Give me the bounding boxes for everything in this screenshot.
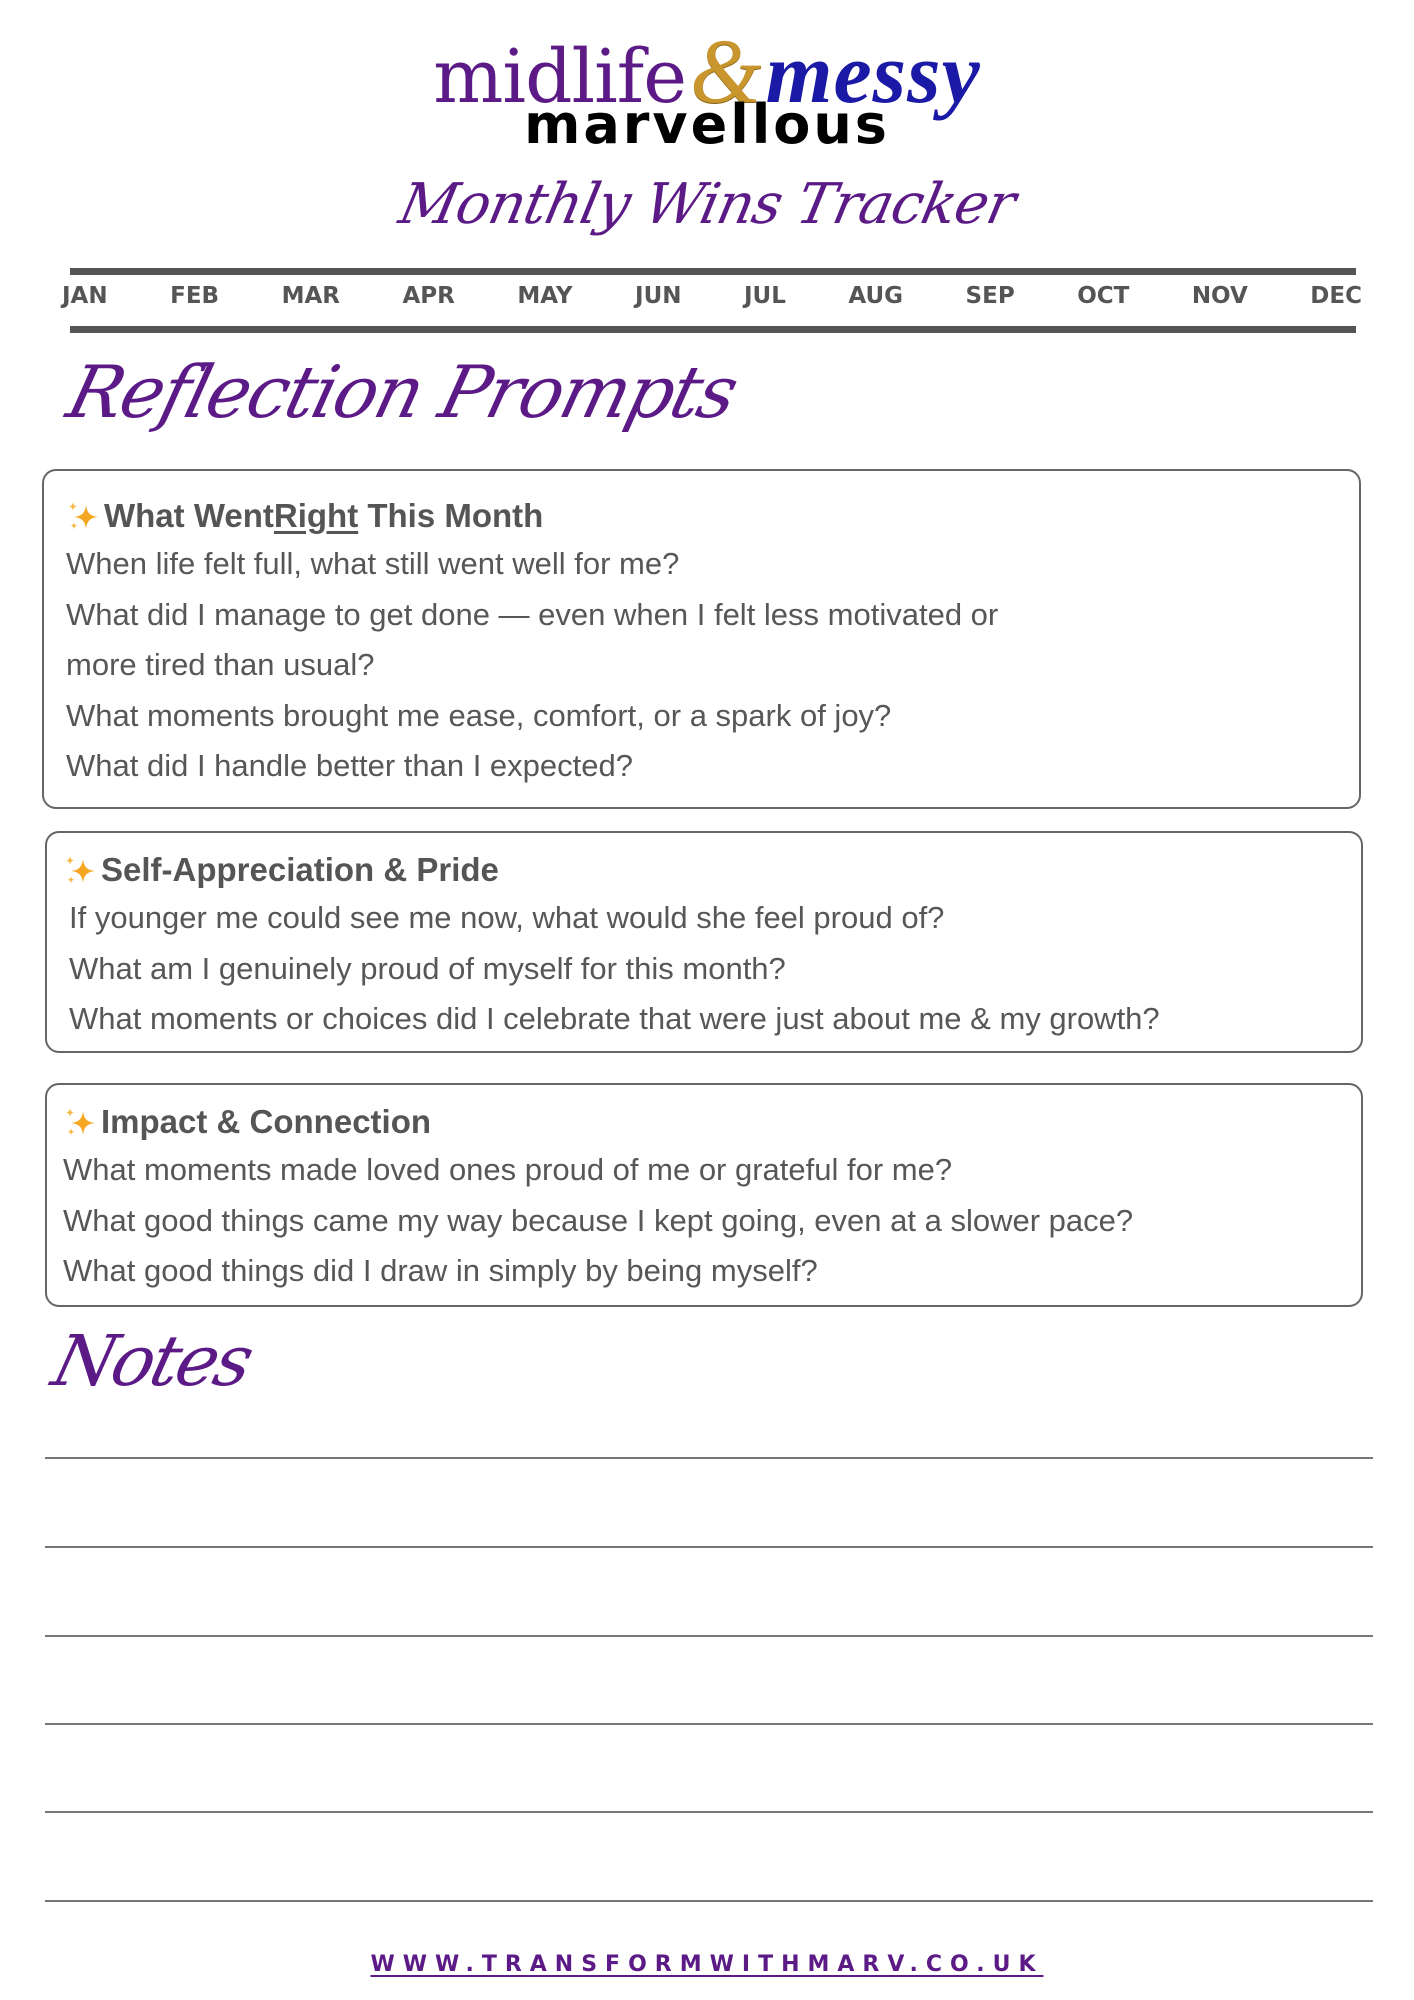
month-oct[interactable]: OCT [1077, 283, 1130, 309]
sparkles-icon [66, 499, 100, 533]
notes-writing-line[interactable] [45, 1900, 1373, 1902]
website-link[interactable]: WWW.TRANSFORMWITHMARV.CO.UK [370, 1952, 1044, 1977]
prompt-box-self-appreciation [45, 831, 1363, 1053]
section-title [63, 847, 1361, 893]
notes-writing-line[interactable] [45, 1635, 1373, 1637]
month-may[interactable]: MAY [517, 283, 573, 309]
month-jun[interactable]: JUN [635, 283, 682, 309]
prompt-item: When life felt full, what still went well for me? [66, 546, 680, 581]
notes-writing-line[interactable] [45, 1546, 1373, 1548]
logo-ampersand: & [690, 20, 762, 122]
logo-word-midlife: midlife [433, 34, 686, 120]
notes-writing-line[interactable] [45, 1723, 1373, 1725]
prompt-box-what-went-right [42, 469, 1361, 809]
prompt-item: What am I genuinely proud of myself for this month? [69, 950, 786, 986]
notes-writing-line[interactable] [45, 1457, 1373, 1459]
prompt-item: What moments or choices did I celebrate that were just about me & my growth? [69, 1001, 1160, 1036]
month-bar-bottom-rule [70, 326, 1356, 333]
month-sep[interactable]: SEP [965, 283, 1015, 309]
prompt-item: What did I handle better than I expected? [66, 748, 633, 783]
prompt-item: What good things did I draw in simply by being myself? [63, 1253, 818, 1288]
reflection-prompts-heading: Reflection Prompts [59, 350, 745, 434]
notes-heading: Notes [44, 1320, 260, 1402]
section-title-text: This Month [358, 497, 544, 534]
month-aug[interactable]: AUG [848, 283, 904, 309]
prompt-item: What moments brought me ease, comfort, or a spark of joy? [66, 697, 892, 733]
section-title-text: What Went [104, 497, 274, 534]
month-bar-top-rule [70, 268, 1356, 275]
logo-word-messy: messy [765, 25, 981, 121]
section-title-text: Self-Appreciation & Pride [101, 851, 499, 888]
month-jan[interactable]: JAN [62, 283, 108, 309]
prompt-item: If younger me could see me now, what would she feel proud of? [69, 900, 945, 935]
prompt-item: What moments made loved ones proud of me or grateful for me? [63, 1152, 953, 1187]
month-apr[interactable]: APR [402, 283, 455, 309]
month-mar[interactable]: MAR [281, 283, 340, 309]
month-feb[interactable]: FEB [170, 283, 220, 309]
month-selector [62, 283, 1362, 309]
month-nov[interactable]: NOV [1191, 283, 1248, 309]
section-title [63, 1099, 1361, 1145]
sparkles-icon [63, 853, 97, 887]
month-jul[interactable]: JUL [744, 283, 786, 309]
footer [0, 1952, 1414, 1977]
prompt-box-impact-connection [45, 1083, 1363, 1307]
logo-word-marvellous: marvellous [524, 93, 890, 156]
prompt-item: What good things came my way because I kept going, even at a slower pace? [63, 1202, 1134, 1238]
prompt-item: What did I manage to get done — even when I felt less motivated or [66, 596, 999, 632]
notes-writing-line[interactable] [45, 1811, 1373, 1813]
prompt-item: more tired than usual? [66, 647, 375, 682]
section-title [66, 493, 1359, 539]
section-title-underlined: Right [273, 497, 359, 534]
section-title-text: Impact & Connection [101, 1103, 432, 1140]
month-dec[interactable]: DEC [1310, 283, 1362, 309]
page-title: Monthly Wins Tracker [393, 172, 1021, 237]
sparkles-icon [63, 1105, 97, 1139]
